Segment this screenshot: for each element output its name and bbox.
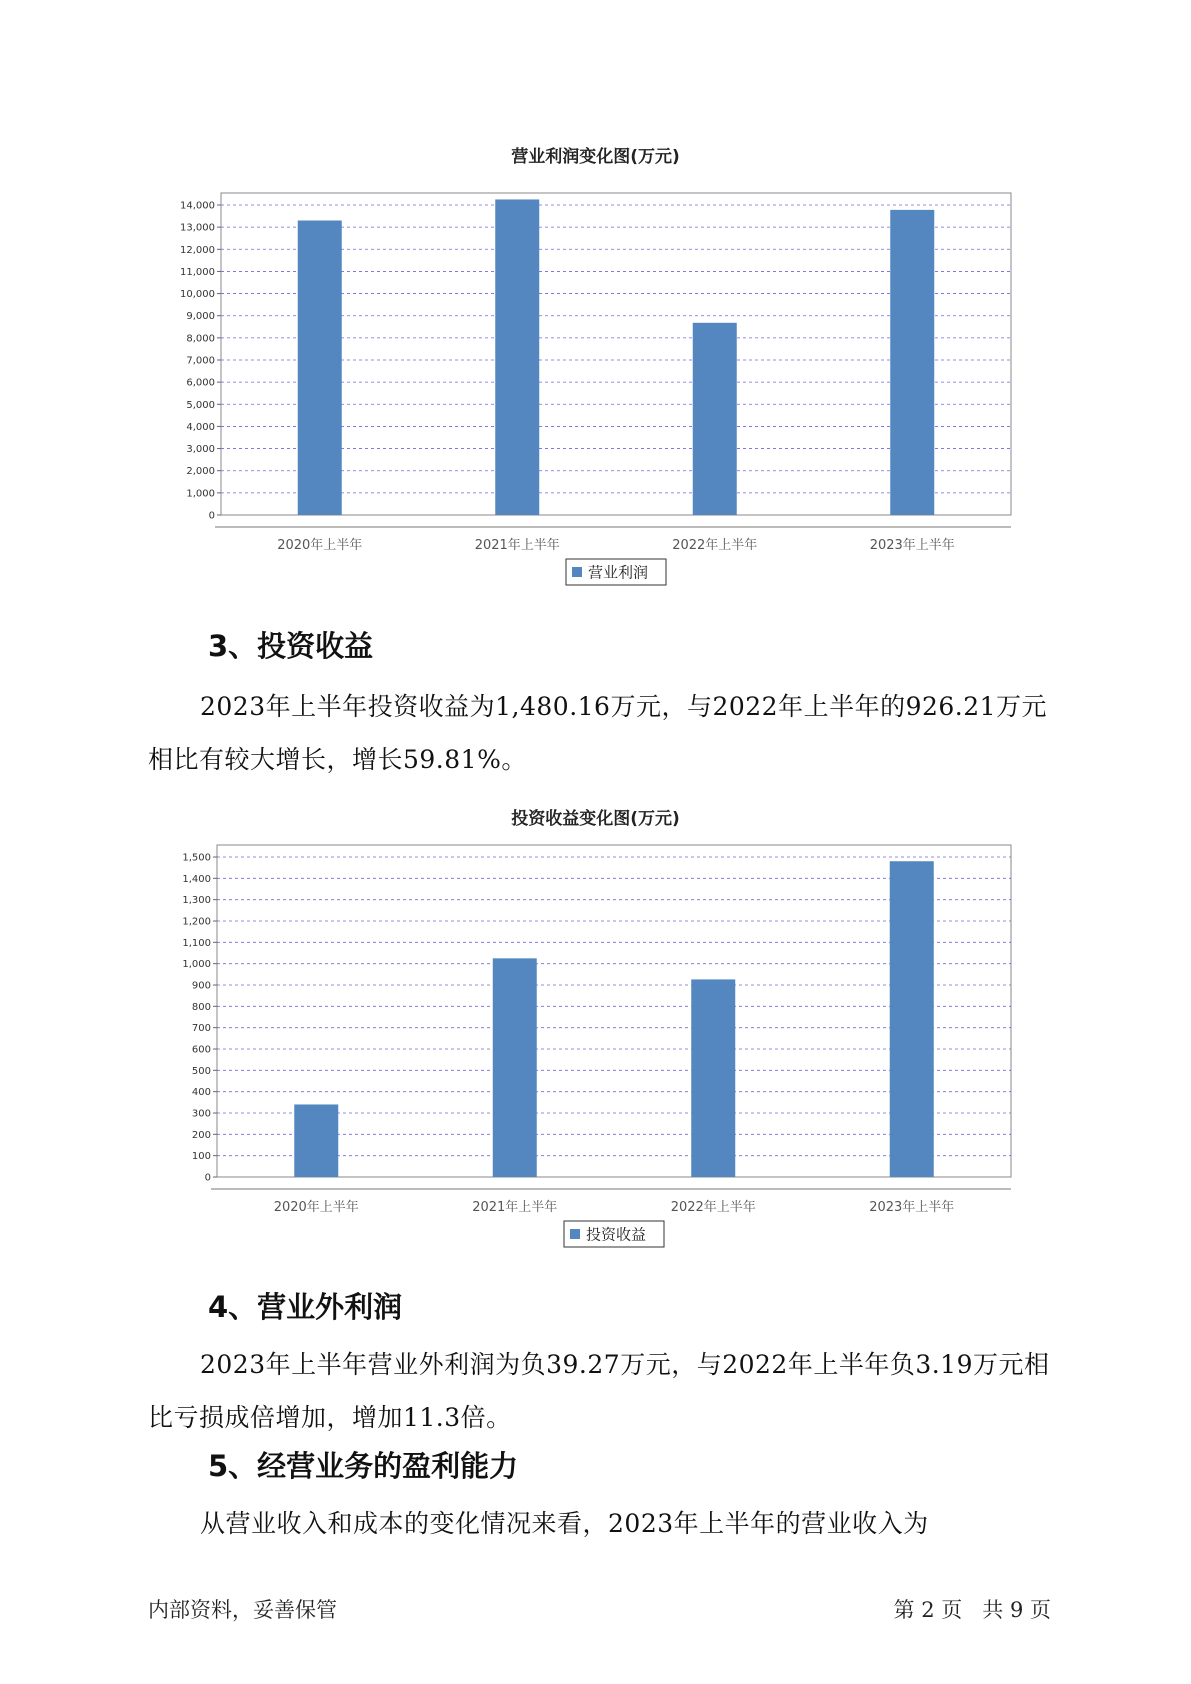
chart1-y-tick-label: 8,000 [186, 333, 215, 345]
chart1-y-tick-label: 4,000 [186, 421, 215, 433]
chart1-bar-3 [693, 323, 737, 515]
chart1-y-tick-label: 9,000 [186, 311, 215, 323]
chart2-y-tick-label: 0 [204, 1172, 211, 1184]
chart2-y-tick-label: 1,500 [182, 852, 211, 864]
section4-paragraph: 2023年上半年营业外利润为负39.27万元，与2022年上半年负3.19万元相比亏损成倍增加，增加11.3倍。 [148, 1350, 1050, 1432]
section5-paragraph: 从营业收入和成本的变化情况来看，2023年上半年的营业收入为 [200, 1509, 929, 1538]
chart1-category-label: 2022年上半年 [672, 538, 758, 553]
chart2-y-tick-label: 900 [191, 980, 211, 992]
chart1-legend-swatch [572, 567, 582, 577]
chart1-y-tick-label: 14,000 [180, 200, 215, 212]
section3-paragraph: 2023年上半年投资收益为1,480.16万元，与2022年上半年的926.21万元相比有较大增长，增长59.81%。 [148, 692, 1048, 774]
chart2-category-label: 2023年上半年 [869, 1200, 955, 1215]
chart1-bar-4 [890, 210, 934, 515]
chart1-bar-2 [495, 199, 539, 515]
chart2-bar-3 [691, 979, 735, 1177]
section3-heading: 3、投资收益 [208, 629, 374, 663]
chart2-y-tick-label: 1,200 [182, 916, 211, 928]
chart1-category-label: 2020年上半年 [277, 538, 363, 553]
chart1-y-tick-label: 13,000 [180, 222, 215, 234]
section5-heading: 5、经营业务的盈利能力 [208, 1449, 519, 1483]
chart1-title: 营业利润变化图(万元) [511, 147, 680, 167]
chart2-bar-4 [890, 861, 934, 1177]
chart1-y-tick-label: 12,000 [180, 244, 215, 256]
footer-confidential-note: 内部资料，妥善保管 [148, 1598, 337, 1622]
chart1-legend-label: 营业利润 [588, 563, 649, 582]
chart1-y-tick-label: 0 [208, 510, 215, 522]
chart2-y-tick-label: 1,300 [182, 895, 211, 907]
chart1-category-label: 2023年上半年 [869, 538, 955, 553]
chart2-y-tick-label: 200 [191, 1129, 211, 1141]
footer-page-number: 第 2 页 共 9 页 [893, 1598, 1051, 1622]
chart2-y-tick-label: 600 [191, 1044, 211, 1056]
chart2-y-tick-label: 300 [191, 1108, 211, 1120]
section4-heading: 4、营业外利润 [208, 1290, 403, 1324]
chart2-y-tick-label: 500 [191, 1065, 211, 1077]
chart1-category-label: 2021年上半年 [474, 538, 560, 553]
chart2-category-label: 2021年上半年 [472, 1200, 558, 1215]
chart1-bar-1 [298, 221, 342, 516]
chart2-y-tick-label: 1,400 [182, 873, 211, 885]
chart1-y-tick-label: 1,000 [186, 488, 215, 500]
chart2-y-tick-label: 400 [191, 1087, 211, 1099]
chart2-y-tick-label: 700 [191, 1023, 211, 1035]
chart1-y-tick-label: 3,000 [186, 444, 215, 456]
chart1-y-tick-label: 11,000 [180, 266, 215, 278]
chart2-y-tick-label: 1,000 [182, 959, 211, 971]
chart2-title: 投资收益变化图(万元) [511, 809, 680, 829]
chart2-y-tick-label: 100 [191, 1151, 211, 1163]
chart1-y-tick-label: 2,000 [186, 466, 215, 478]
chart2-category-label: 2022年上半年 [670, 1200, 756, 1215]
chart2-y-tick-label: 800 [191, 1001, 211, 1013]
chart1-y-tick-label: 6,000 [186, 377, 215, 389]
operating-profit-chart [0, 170, 1191, 590]
chart2-y-tick-label: 1,100 [182, 937, 211, 949]
chart2-bar-2 [493, 958, 537, 1177]
investment-income-chart [0, 832, 1191, 1252]
chart1-y-tick-label: 5,000 [186, 399, 215, 411]
chart2-bar-1 [294, 1104, 338, 1177]
chart2-category-label: 2020年上半年 [273, 1200, 359, 1215]
chart1-y-tick-label: 7,000 [186, 355, 215, 367]
chart2-legend-swatch [570, 1229, 580, 1239]
chart1-y-tick-label: 10,000 [180, 289, 215, 301]
chart2-legend-label: 投资收益 [586, 1225, 647, 1244]
